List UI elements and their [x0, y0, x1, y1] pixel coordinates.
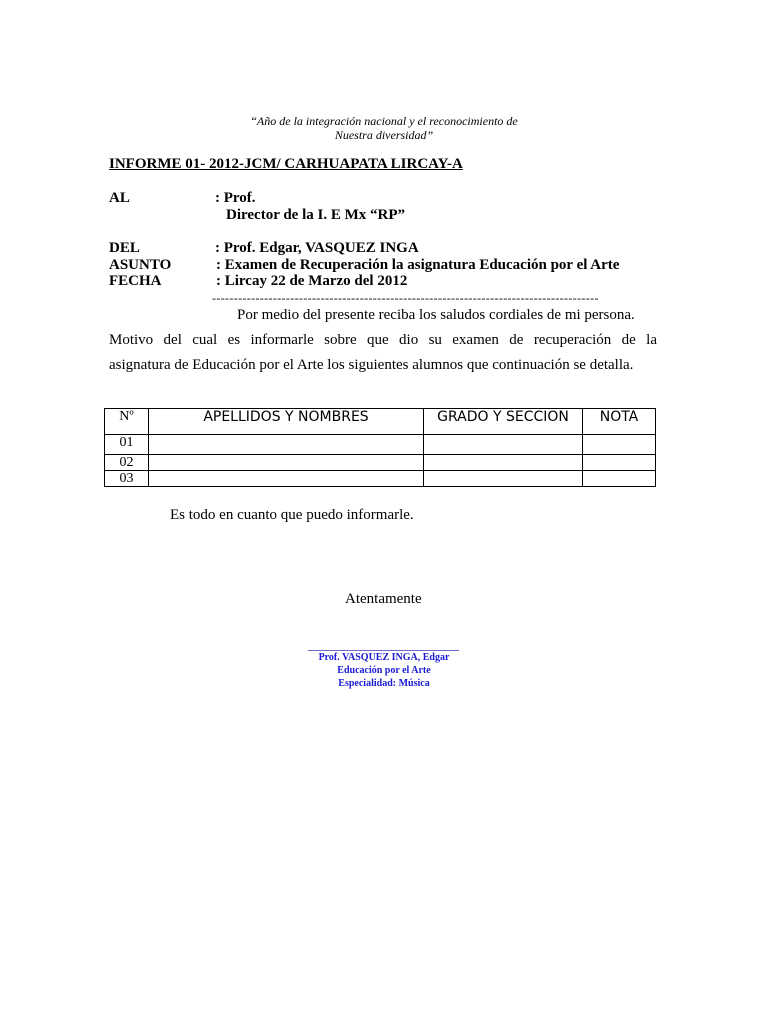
table-row [105, 455, 656, 471]
al-value-2: Director de la I. E Mx “RP” [226, 207, 405, 223]
row-nota [583, 455, 656, 471]
body-line-2: Motivo del cual es informarle sobre que dio su examen de recuperación de la [109, 332, 657, 348]
farewell-text: Atentamente [345, 591, 422, 607]
signature-specialty: Especialidad: Música [338, 678, 430, 689]
al-value-1: : Prof. [215, 190, 256, 206]
row-number: 02 [105, 455, 149, 471]
students-table [104, 408, 656, 487]
header-nota: NOTA [583, 409, 656, 435]
motto-line-1: “Año de la integración nacional y el reconocimiento de [250, 114, 518, 128]
header-number: Nº [105, 409, 149, 435]
header-names: APELLIDOS Y NOMBRES [149, 409, 424, 435]
table-row [105, 435, 656, 455]
asunto-label: ASUNTO [109, 257, 172, 273]
row-names [149, 471, 424, 487]
del-value: : Prof. Edgar, VASQUEZ INGA [215, 240, 419, 256]
del-label: DEL [109, 240, 140, 256]
signature-name: Prof. VASQUEZ INGA, Edgar [318, 652, 450, 663]
table-row [105, 471, 656, 487]
signature-area: Educación por el Arte [337, 665, 431, 676]
row-number: 01 [105, 435, 149, 455]
body-line-1: Por medio del presente reciba los saludos cordiales de mi persona. [237, 307, 635, 323]
report-title: INFORME 01- 2012-JCM/ CARHUAPATA LIRCAY-A [109, 156, 463, 172]
row-number: 03 [105, 471, 149, 487]
row-grado [424, 455, 583, 471]
motto-line-2: Nuestra diversidad” [334, 128, 434, 142]
row-nota [583, 435, 656, 455]
closing-text: Es todo en cuanto que puedo informarle. [170, 507, 414, 523]
fecha-label: FECHA [109, 273, 162, 289]
header-grado: GRADO Y SECCION [424, 409, 583, 435]
row-grado [424, 471, 583, 487]
row-nota [583, 471, 656, 487]
row-names [149, 455, 424, 471]
fecha-value: : Lircay 22 de Marzo del 2012 [216, 273, 408, 289]
row-grado [424, 435, 583, 455]
table-header-row [105, 409, 656, 435]
row-names [149, 435, 424, 455]
asunto-value: : Examen de Recuperación la asignatura Educación por el Arte [216, 257, 620, 273]
separator-line: ----------------------------------------------------------------------------------------- [212, 291, 599, 305]
body-line-3: asignatura de Educación por el Arte los siguientes alumnos que continuación se detalla. [109, 357, 634, 373]
al-label: AL [109, 190, 130, 206]
